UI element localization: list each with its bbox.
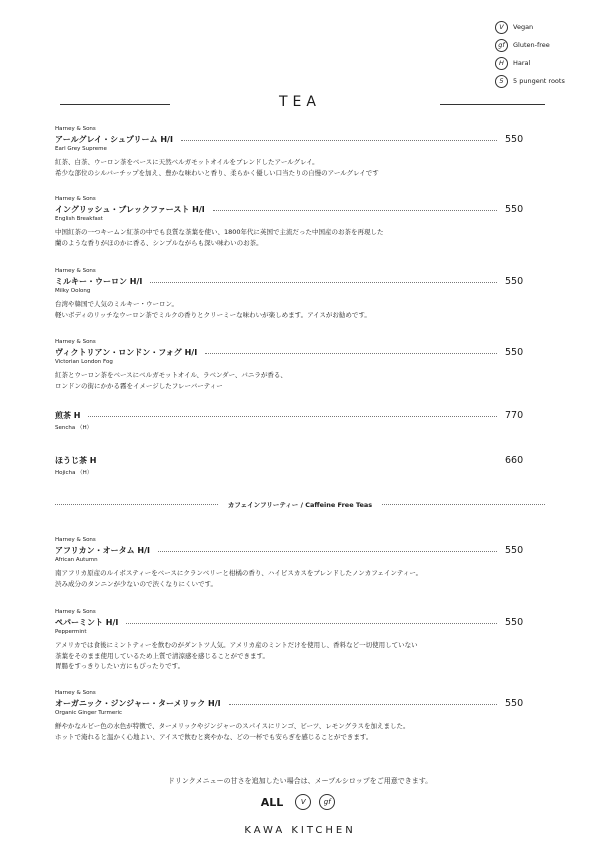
vegan-icon: V: [495, 21, 508, 34]
desc-line: ホットで淹れると温かく心地よい、アイスで飲むと爽やかな、どの一杯でも安らぎを感じることができます。: [55, 732, 373, 741]
item-english-name: Victorian London Fog: [55, 359, 113, 365]
leader-dots: [88, 416, 497, 417]
item-name: オーガニック・ジンジャー・ターメリック H/I: [55, 698, 221, 708]
item-description: [55, 157, 545, 178]
legend-halal: [495, 54, 565, 72]
item-name-row: [55, 346, 545, 358]
desc-line: アメリカでは食後にミントティーを飲むのがダントツ人気。アメリカ産のミントだけを使用し、香料など一切使用していない: [55, 641, 418, 649]
item-name: ミルキー・ウーロン H/I: [55, 276, 143, 286]
item-price: 550: [505, 133, 524, 145]
item-brand: Harney & Sons: [55, 609, 96, 615]
item-name-row: [55, 203, 545, 215]
desc-line: 中国紅茶の一つキームン紅茶の中でも良質な茶葉を使い、1800年代に英国で主流だった中国産のお茶を再現した: [55, 228, 384, 236]
desc-line: 胃腸をすっきりしたい方にもぴったりです。: [55, 662, 185, 670]
menu-item: [55, 268, 545, 320]
legend-label: Vegan: [513, 23, 534, 31]
desc-line: 蘭のような香りがほのかに香る、シンプルながらも深い味わいのお茶。: [55, 238, 263, 247]
menu-item: [55, 609, 545, 672]
item-price: 550: [505, 203, 524, 215]
section-rule-right: [382, 504, 545, 505]
section-rule-left: [55, 504, 218, 505]
item-price: 550: [505, 616, 524, 628]
caffeine-free-section-header: [55, 500, 545, 509]
legend-label: 5 pungent roots: [513, 77, 565, 85]
item-brand: Harney & Sons: [55, 268, 96, 274]
leader-dots: [205, 353, 497, 354]
item-name: ヴィクトリアン・ロンドン・フォグ H/I: [55, 347, 198, 357]
menu-item: [55, 196, 545, 248]
item-name-row: [55, 409, 545, 421]
menu-item: [55, 454, 545, 477]
dietary-legend: [495, 18, 565, 90]
desc-line: 茶葉をそのまま使用しているため上質で清涼感を感じることができます。: [55, 651, 269, 660]
desc-line: 希少な部位のシルバーチップを加え、豊かな味わいと香り、柔らかく優しい口当たりの自慢のアールグレイです: [55, 168, 379, 177]
restaurant-brand: KAWA KITCHEN: [244, 825, 356, 836]
legend-pungent-roots: [495, 72, 565, 90]
halal-icon: H: [495, 57, 508, 70]
menu-item: [55, 409, 545, 432]
item-description: [55, 227, 545, 248]
item-english-name: Organic Ginger Turmeric: [55, 710, 123, 716]
leader-dots: [150, 282, 497, 283]
item-brand: Harney & Sons: [55, 196, 96, 202]
item-english-name: African Autumn: [55, 557, 98, 563]
item-name-row: [55, 616, 545, 628]
item-brand: Harney & Sons: [55, 537, 96, 543]
item-description: [55, 721, 545, 742]
menu-item: [55, 339, 545, 391]
item-description: [55, 640, 545, 672]
item-price: 550: [505, 346, 524, 358]
item-price: 550: [505, 544, 524, 556]
all-dietary-badges: [0, 794, 600, 810]
item-name: アフリカン・オータム H/I: [55, 545, 150, 555]
menu-item: [55, 537, 545, 589]
legend-label: Gluten-free: [513, 41, 550, 49]
item-description: [55, 568, 545, 589]
desc-line: 紅茶とウーロン茶をベースにベルガモットオイル、ラベンダー、バニラが香る、: [55, 371, 287, 379]
item-description: [55, 299, 545, 320]
item-brand: Harney & Sons: [55, 339, 96, 345]
item-name: ほうじ茶 H: [55, 455, 97, 465]
item-english-name: Milky Oolong: [55, 288, 91, 294]
menu-item: [55, 690, 545, 742]
item-price: 770: [505, 409, 524, 421]
item-name: 煎茶 H: [55, 410, 81, 420]
leader-dots: [229, 704, 497, 705]
leader-dots: [126, 623, 497, 624]
legend-gluten-free: [495, 36, 565, 54]
item-name-row: [55, 697, 545, 709]
desc-line: 軽いボディのリッチなウーロン茶でミルクの香りとクリーミーな味わいが楽しめます。アイスがお勧めです。: [55, 310, 371, 319]
desc-line: 渋み成分のタンニンが少ないので渋くなりにくいです。: [55, 579, 217, 588]
item-english-name: English Breakfast: [55, 216, 103, 222]
item-description: [55, 370, 545, 391]
item-english-name: Earl Grey Supreme: [55, 146, 107, 152]
item-brand: Harney & Sons: [55, 126, 96, 132]
desc-line: ロンドンの街にかかる霧をイメージしたフレーバーティー: [55, 381, 223, 390]
desc-line: 台湾や韓国で人気のミルキー・ウーロン。: [55, 300, 178, 308]
legend-label: Haral: [513, 59, 531, 67]
vegan-icon: V: [295, 794, 311, 810]
item-name-row: [55, 454, 545, 466]
pungent-roots-icon: 5: [495, 75, 508, 88]
section-title: カフェインフリーティー / Caffeine Free Teas: [227, 501, 373, 509]
item-price: 550: [505, 275, 524, 287]
item-english-name: Hojicha （H）: [55, 470, 93, 476]
item-name: イングリッシュ・ブレックファースト H/I: [55, 204, 205, 214]
item-name-row: [55, 133, 545, 145]
item-price: 660: [505, 454, 524, 466]
leader-dots: [213, 210, 497, 211]
item-brand: Harney & Sons: [55, 690, 96, 696]
desc-line: 紅茶、白茶、ウーロン茶をベースに天然ベルガモットオイルをブレンドしたアールグレイ。: [55, 158, 319, 166]
item-price: 550: [505, 697, 524, 709]
leader-dots: [181, 140, 497, 141]
item-name-row: [55, 544, 545, 556]
gluten-free-icon: gf: [495, 39, 508, 52]
page-title: TEA: [279, 94, 321, 110]
item-english-name: Sencha （H）: [55, 425, 93, 431]
item-english-name: Peppermint: [55, 629, 87, 635]
item-name: ペパーミント H/I: [55, 617, 119, 627]
title-rule-right: [440, 104, 545, 105]
all-label: ALL: [260, 795, 284, 809]
desc-line: 鮮やかなルビー色の水色が特徴で、ターメリックやジンジャーのスパイスにリンゴ、ビーツ、レモングラスを加えました。: [55, 722, 410, 730]
gluten-free-icon: gf: [319, 794, 335, 810]
leader-dots: [158, 551, 497, 552]
item-name: アールグレイ・シュプリーム H/I: [55, 134, 173, 144]
menu-item: [55, 126, 545, 178]
sweetener-note: ドリンクメニューの甘さを追加したい場合は、メープルシロップをご用意できます。: [167, 777, 433, 785]
item-name-row: [55, 275, 545, 287]
desc-line: 南アフリカ原産のルイボスティーをベースにクランベリーと柑橘の香り、ハイビスカスをブレンドしたノンカフェインティー。: [55, 569, 423, 577]
legend-vegan: [495, 18, 565, 36]
